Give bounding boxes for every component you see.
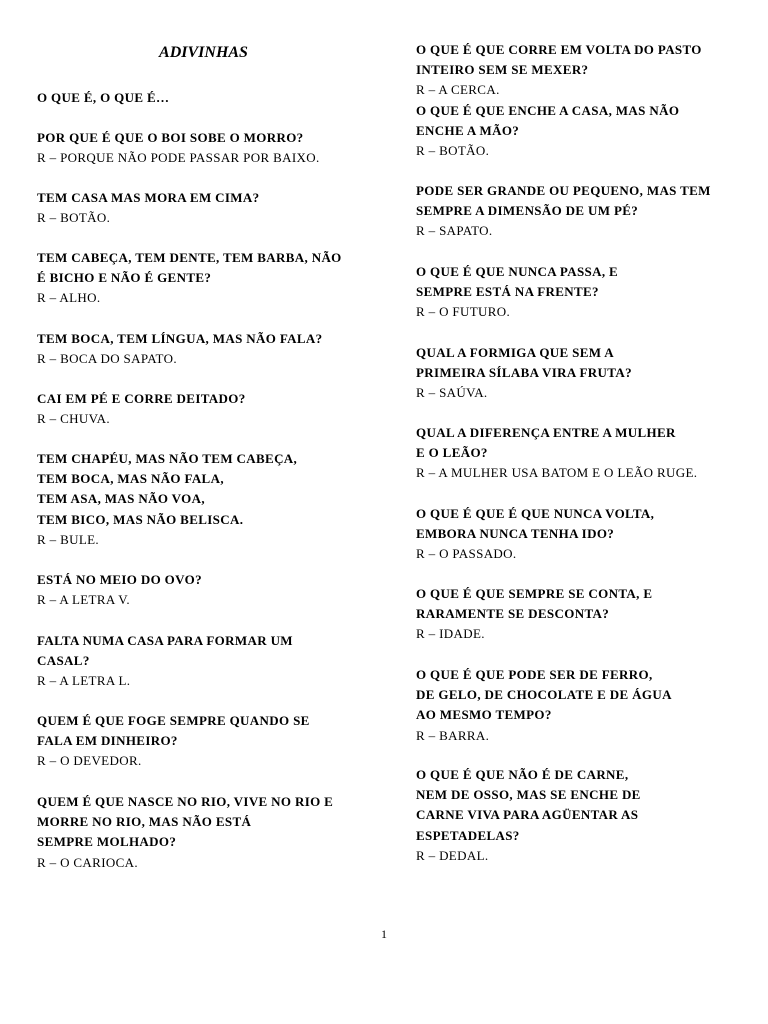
riddle-question-line: ESTÁ NO MEIO DO OVO? — [37, 572, 202, 587]
riddle-answer: R – SAPATO. — [416, 223, 493, 239]
riddle-item — [37, 329, 323, 369]
riddle-item — [37, 449, 297, 550]
riddle-item — [37, 248, 342, 309]
riddle-question-line: FALA EM DINHEIRO? — [37, 733, 178, 749]
riddle-question-line: O QUE É, O QUE É… — [37, 90, 170, 105]
riddle-question-line: O QUE É QUE PODE SER DE FERRO, — [416, 667, 653, 682]
riddle-question-line: QUAL A FORMIGA QUE SEM A — [416, 345, 615, 360]
riddle-question-line: TEM CABEÇA, TEM DENTE, TEM BARBA, NÃO — [37, 250, 342, 265]
riddle-question-line: TEM CASA MAS MORA EM CIMA? — [37, 190, 260, 205]
riddle-item — [37, 631, 293, 692]
riddle-question-line: TEM ASA, MAS NÃO VOA, — [37, 491, 205, 507]
riddle-item — [416, 423, 697, 484]
riddle-item — [416, 262, 618, 323]
riddle-question-line: SEMPRE MOLHADO? — [37, 834, 177, 850]
riddle-question-line: SEMPRE ESTÁ NA FRENTE? — [416, 284, 599, 300]
riddle-item — [416, 343, 632, 404]
riddle-item — [416, 584, 652, 645]
riddle-question-line: CAI EM PÉ E CORRE DEITADO? — [37, 391, 246, 406]
riddle-item — [416, 101, 679, 162]
riddle-answer: R – BARRA. — [416, 727, 490, 743]
riddle-question-line: PRIMEIRA SÍLABA VIRA FRUTA? — [416, 365, 632, 381]
riddle-question-line: QUEM É QUE FOGE SEMPRE QUANDO SE — [37, 713, 310, 728]
riddle-answer: R – A LETRA L. — [37, 673, 131, 689]
riddle-question-line: INTEIRO SEM SE MEXER? — [416, 62, 589, 78]
riddle-question-line: DE GELO, DE CHOCOLATE E DE ÁGUA — [416, 687, 672, 703]
riddle-item — [416, 765, 641, 866]
riddle-item — [37, 570, 202, 610]
riddle-question-line: ESPETADELAS? — [416, 827, 520, 843]
riddle-answer: R – DEDAL. — [416, 847, 489, 863]
riddle-question-line: NEM DE OSSO, MAS SE ENCHE DE — [416, 787, 641, 803]
riddle-answer: R – IDADE. — [416, 626, 485, 642]
riddle-question-line: O QUE É QUE É QUE NUNCA VOLTA, — [416, 506, 655, 521]
riddle-answer: R – O FUTURO. — [416, 304, 511, 320]
riddle-answer: R – O DEVEDOR. — [37, 753, 142, 769]
riddle-answer: R – CHUVA. — [37, 411, 110, 427]
riddle-question-line: CARNE VIVA PARA AGÜENTAR AS — [416, 807, 639, 823]
riddle-question-line: CASAL? — [37, 653, 90, 669]
riddle-item — [416, 40, 702, 101]
riddle-item — [37, 711, 310, 772]
riddle-question-line: TEM BICO, MAS NÃO BELISCA. — [37, 511, 244, 527]
riddle-question-line: O QUE É QUE CORRE EM VOLTA DO PASTO — [416, 42, 702, 57]
riddle-question-line: FALTA NUMA CASA PARA FORMAR UM — [37, 633, 293, 648]
riddle-answer: R – BOTÃO. — [416, 143, 490, 159]
riddle-item — [416, 665, 672, 746]
riddle-item — [37, 128, 320, 168]
riddle-question-line: TEM CHAPÉU, MAS NÃO TEM CABEÇA, — [37, 451, 298, 466]
riddle-question-line: SEMPRE A DIMENSÃO DE UM PÉ? — [416, 203, 639, 219]
riddle-answer: R – A MULHER USA BATOM E O LEÃO RUGE. — [416, 465, 698, 481]
riddle-item — [416, 504, 654, 565]
riddle-question-line: PODE SER GRANDE OU PEQUENO, MAS TEM — [416, 183, 711, 198]
riddle-question-line: O QUE É QUE NUNCA PASSA, E — [416, 264, 619, 279]
riddle-question-line: TEM BOCA, TEM LÍNGUA, MAS NÃO FALA? — [37, 331, 323, 346]
riddle-question-line: ENCHE A MÃO? — [416, 123, 520, 139]
riddle-question-line: É BICHO E NÃO É GENTE? — [37, 270, 212, 286]
riddle-question-line: O QUE É QUE NÃO É DE CARNE, — [416, 767, 629, 782]
riddle-answer: R – A CERCA. — [416, 82, 500, 98]
riddle-answer: R – PORQUE NÃO PODE PASSAR POR BAIXO. — [37, 150, 320, 166]
riddle-item — [37, 188, 260, 228]
riddle-question-line: O QUE É QUE SEMPRE SE CONTA, E — [416, 586, 653, 601]
riddle-question-line: QUEM É QUE NASCE NO RIO, VIVE NO RIO E — [37, 794, 334, 809]
riddle-question-line: MORRE NO RIO, MAS NÃO ESTÁ — [37, 814, 252, 830]
riddle-question-line: QUAL A DIFERENÇA ENTRE A MULHER — [416, 425, 676, 440]
riddle-item — [37, 792, 333, 873]
riddle-intro — [37, 88, 169, 108]
riddle-answer: R – O CARIOCA. — [37, 854, 138, 870]
riddle-answer: R – BULE. — [37, 531, 100, 547]
riddle-item — [37, 389, 246, 429]
riddle-answer: R – A LETRA V. — [37, 592, 130, 608]
riddle-question-line: AO MESMO TEMPO? — [416, 707, 552, 723]
riddle-answer: R – SAÚVA. — [416, 385, 488, 401]
page-title: ADIVINHAS — [159, 44, 248, 61]
riddle-question-line: E O LEÃO? — [416, 445, 488, 461]
riddle-answer: R – ALHO. — [37, 290, 101, 306]
riddle-question-line: EMBORA NUNCA TENHA IDO? — [416, 526, 615, 542]
riddle-question-line: RARAMENTE SE DESCONTA? — [416, 606, 610, 622]
riddle-question-line: O QUE É QUE ENCHE A CASA, MAS NÃO — [416, 103, 680, 118]
riddle-question-line: POR QUE É QUE O BOI SOBE O MORRO? — [37, 130, 304, 145]
riddle-answer: R – BOCA DO SAPATO. — [37, 351, 177, 367]
riddle-item — [416, 181, 711, 242]
riddle-question-line: TEM BOCA, MAS NÃO FALA, — [37, 471, 224, 487]
riddle-answer: R – O PASSADO. — [416, 546, 517, 562]
riddle-answer: R – BOTÃO. — [37, 210, 111, 226]
page-number: 1 — [381, 927, 387, 941]
